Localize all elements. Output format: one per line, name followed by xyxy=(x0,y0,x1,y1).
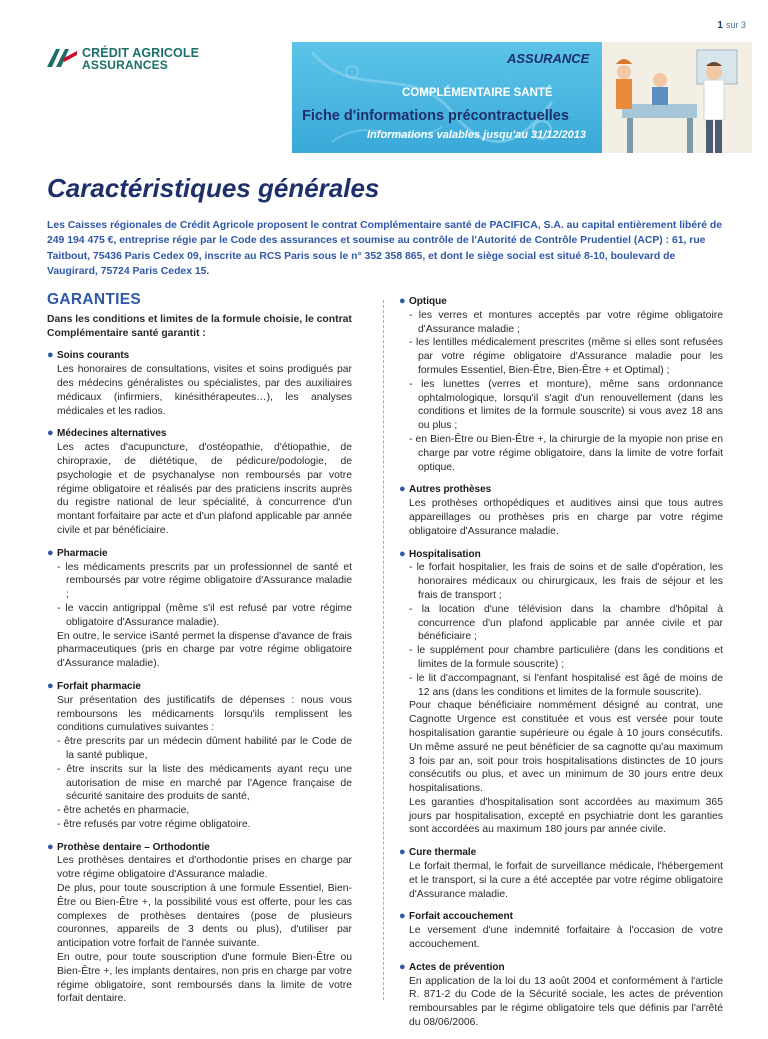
section-title: Autres prothèses xyxy=(409,484,492,496)
page-total: sur 3 xyxy=(725,20,746,30)
section-optique xyxy=(399,295,723,474)
bullet-icon: ● xyxy=(47,349,54,362)
list-item: - le supplément pour chambre particulière (dans les conditions et limites de la formule souscrite) ; xyxy=(409,644,723,672)
section-paragraph: Les honoraires de consultations, visites et soins prodigués par des médecins généralistes ou spécialistes, par des auxiliaires médicaux (infirmiers, kinésithérapeutes…), les analyses médicales et les radios. xyxy=(57,364,352,417)
section-heading xyxy=(47,680,352,694)
list-item: - les lunettes (verres et monture), même sans ordonnance ophtalmologique, lorsqu'il s'agit d'un renouvellement (dans les conditions et limites de la formule souscrite) si vous avez 18 ans ou plus ; xyxy=(409,378,723,433)
section-paragraph: Les prothèses orthopédiques et auditives ainsi que tous autres appareillages ou prothèses pris en charge par votre régime obligatoire d'Assurance maladie. xyxy=(409,498,723,537)
list-item: - le vaccin antigrippal (même s'il est refusé par votre régime obligatoire d'Assurance maladie). xyxy=(57,602,352,630)
bullet-icon: ● xyxy=(399,910,406,923)
logo-line-1: CRÉDIT AGRICOLE xyxy=(82,46,200,60)
page-number xyxy=(717,20,746,31)
intro-paragraph: Les Caisses régionales de Crédit Agricole proposent le contrat Complémentaire santé de PACIFICA, S.A. au capital entièrement libéré de 249 194 475 €, entreprise régie par le Code des assurances et soumise au contrôle de l'Autorité de Contrôle Prudentiel (ACP) : 61, rue Taitbout, 75436 Paris Cedex 09, inscrite au RCS Paris sous le n° 352 358 865, et dont le siège social est situé 8-10, boulevard de Vaugirard, 75724 Paris Cedex 15. xyxy=(47,220,722,278)
section-soins-courants xyxy=(47,349,352,418)
list-item: - être inscrits sur la liste des médicaments ayant reçu une autorisation de mise en marché par l'Agence française de sécurité sanitaire des produits de santé, xyxy=(57,763,352,804)
section-hospitalisation xyxy=(399,548,723,838)
list-item: - être prescrits par un médecin dûment habilité par le Code de la santé publique, xyxy=(57,735,352,763)
section-body xyxy=(47,854,352,1006)
credit-agricole-logo xyxy=(44,46,274,70)
page-current: 1 xyxy=(717,20,723,31)
bullet-icon: ● xyxy=(47,427,54,440)
right-column xyxy=(399,295,723,1039)
bullet-icon: ● xyxy=(399,547,406,560)
section-heading xyxy=(399,483,723,497)
banner-product: COMPLÉMENTAIRE SANTÉ xyxy=(402,87,553,99)
section-body xyxy=(47,363,352,418)
section-body xyxy=(47,441,352,538)
section-paragraph: Sur présentation des justificatifs de dépenses : nous vous remboursons les médicaments lorsqu'ils remplissent les conditions cumulatives suivantes : xyxy=(57,694,352,734)
section-heading xyxy=(399,295,723,309)
section-paragraph: Les prothèses dentaires et d'orthodontie prises en charge par votre régime obligatoire d'Assurance maladie. xyxy=(57,855,352,881)
section-title: Prothèse dentaire – Orthodontie xyxy=(57,841,210,853)
guarantees-heading: GARANTIES xyxy=(47,291,141,308)
bullet-icon: ● xyxy=(47,840,54,853)
section-title: Cure thermale xyxy=(409,847,477,859)
section-title: Actes de prévention xyxy=(409,961,505,973)
bullet-icon: ● xyxy=(47,546,54,559)
section-heading xyxy=(399,961,723,975)
banner-category: ASSURANCE xyxy=(507,51,590,66)
bullet-icon: ● xyxy=(399,483,406,496)
section-heading xyxy=(47,349,352,363)
section-paragraph: En outre, le service iSanté permet la dispense d'avance de frais pharmaceutiques (pris en charge par votre régime obligatoire d'Assurance maladie). xyxy=(57,630,352,670)
section-pharmacie xyxy=(47,547,352,671)
section-forfait-accouchement xyxy=(399,910,723,951)
column-divider xyxy=(383,300,384,1000)
section-body xyxy=(399,497,723,538)
section-heading xyxy=(47,427,352,441)
left-sections xyxy=(47,349,352,1006)
bullet-icon: ● xyxy=(399,960,406,973)
section-paragraph: Le versement d'une indemnité forfaitaire à l'occasion de votre accouchement. xyxy=(409,925,723,951)
banner-validity: Informations valables jusqu'au 31/12/2013 xyxy=(367,129,587,141)
section-prothese-dentaire-orthodontie xyxy=(47,841,352,1007)
header-banner xyxy=(292,42,752,153)
page-title: Caractéristiques générales xyxy=(47,173,380,203)
section-heading xyxy=(399,910,723,924)
section-paragraph: Le forfait thermal, le forfait de surveillance médicale, l'hébergement et le transport, si la cure a été acceptée par votre régime obligatoire d'Assurance maladie. xyxy=(409,861,723,900)
list-item: - les médicaments prescrits par un professionnel de santé et remboursés par votre régime obligatoire d'Assurance maladie ; xyxy=(57,561,352,602)
section-title: Pharmacie xyxy=(57,547,108,559)
section-title: Soins courants xyxy=(57,350,130,362)
bullet-icon: ● xyxy=(399,846,406,859)
section-medecines-alternatives xyxy=(47,427,352,537)
section-body xyxy=(47,694,352,832)
section-list xyxy=(409,309,723,475)
section-forfait-pharmacie xyxy=(47,680,352,832)
banner-title: Fiche d'informations précontractuelles xyxy=(302,108,569,124)
section-list xyxy=(57,561,352,630)
section-title: Optique xyxy=(409,296,447,307)
section-title: Forfait accouchement xyxy=(409,911,513,923)
section-paragraph: En outre, pour toute souscription d'une formule Bien-Être ou Bien-Être +, les implants dentaires, non pris en charge par votre régime obligatoire, sont remboursés dans la limite de votre forfait dentaire. xyxy=(57,952,352,1005)
section-title: Médecines alternatives xyxy=(57,428,167,440)
section-list xyxy=(409,561,723,699)
logo-mark-icon xyxy=(44,46,78,70)
section-autres-protheses xyxy=(399,483,723,538)
section-cure-thermale xyxy=(399,846,723,901)
logo-line-2: ASSURANCES xyxy=(82,58,169,72)
section-paragraph: Les actes d'acupuncture, d'ostéopathie, d'étiopathie, de chiropraxie, de diététique, de pédicure/podologie, de psychologie et de psychanalyse non remboursés par votre régime obligatoire et réalisés par des praticiens inscrits auprès du registre national de leur spécialité, à concurrence d'un montant forfaitaire par acte et d'un plafond applicable par année civile et par bénéficiaire. xyxy=(57,442,352,536)
list-item: - les verres et montures acceptés par votre régime obligatoire d'Assurance maladie ; xyxy=(409,309,723,337)
right-sections xyxy=(399,295,723,1030)
guarantees-lead: Dans les conditions et limites de la formule choisie, le contrat Complémentaire santé garantit : xyxy=(47,313,352,339)
section-body xyxy=(47,561,352,671)
section-paragraph: De plus, pour toute souscription à une formule Essentiel, Bien-Être ou Bien-Être +, la possibilité vous est offerte, pour les cas complexes de prothèses dentaires (pose de plusieurs couronnes, appareils de 3 dents ou plus), d'utiliser par anticipation votre forfait de l'année suivante. xyxy=(57,883,352,950)
section-heading xyxy=(399,548,723,562)
bullet-icon: ● xyxy=(47,679,54,692)
section-body xyxy=(399,561,723,837)
section-heading xyxy=(47,841,352,855)
list-item: - la location d'une télévision dans la chambre d'hôpital à concurrence d'un plafond applicable par année civile et par bénéficiaire ; xyxy=(409,603,723,644)
list-item: - être refusés par votre régime obligatoire. xyxy=(57,818,352,832)
section-body xyxy=(399,924,723,952)
section-list xyxy=(57,735,352,832)
section-heading xyxy=(47,547,352,561)
list-item: - le lit d'accompagnant, si l'enfant hospitalisé est âgé de moins de 12 ans (dans les conditions et limites de la formule souscrite). xyxy=(409,672,723,700)
list-item: - en Bien-Être ou Bien-Être +, la chirurgie de la myopie non prise en charge par votre régime obligatoire, dans la limite de votre forfait optique. xyxy=(409,433,723,474)
section-body xyxy=(399,860,723,901)
section-paragraph: En application de la loi du 13 août 2004 et conformément à l'article R. 871-2 du Code de la Sécurité sociale, les actes de prévention remboursables par le régime obligatoire tels que définis par l'arrêté du 08/06/2006. xyxy=(409,975,723,1029)
section-title: Forfait pharmacie xyxy=(57,680,141,692)
section-actes-de-prevention xyxy=(399,961,723,1030)
list-item: - le forfait hospitalier, les frais de soins et de salle d'opération, les honoraires médicaux ou chirurgicaux, les frais de séjour et les frais de transport ; xyxy=(409,561,723,602)
section-body xyxy=(399,309,723,475)
doctor-family-illustration xyxy=(602,42,752,153)
section-body xyxy=(399,975,723,1030)
bullet-icon: ● xyxy=(399,295,406,307)
section-heading xyxy=(399,846,723,860)
list-item: - les lentilles médicalement prescrites (même si elles sont refusées par votre régime obligatoire d'Assurance maladie pour les formules Essentiel, Bien-Être, Bien-Être + et Optimal) ; xyxy=(409,336,723,377)
list-item: - être achetés en pharmacie, xyxy=(57,804,352,818)
section-paragraph: Les garanties d'hospitalisation sont accordées au maximum 365 jours par hospitalisation, excepté en psychiatrie dont les garanties sont accordées au maximum 180 jours par année civile. xyxy=(409,796,723,836)
section-paragraph: Pour chaque bénéficiaire nommément désigné au contrat, une Cagnotte Urgence est constituée et vous est versée pour toute hospitalisation garantie supérieure ou égale à 10 jours consécutifs. Un même assuré ne peut bénéficier de sa cagnotte qu'au maximum 3 fois par an, soit pour trois hospitalisations distinctes de 10 jours consécutifs ou plus, et avec un minimum de 30 jours entre deux hospitalisations. xyxy=(409,700,723,795)
left-column xyxy=(47,293,352,1015)
section-title: Hospitalisation xyxy=(409,548,481,560)
